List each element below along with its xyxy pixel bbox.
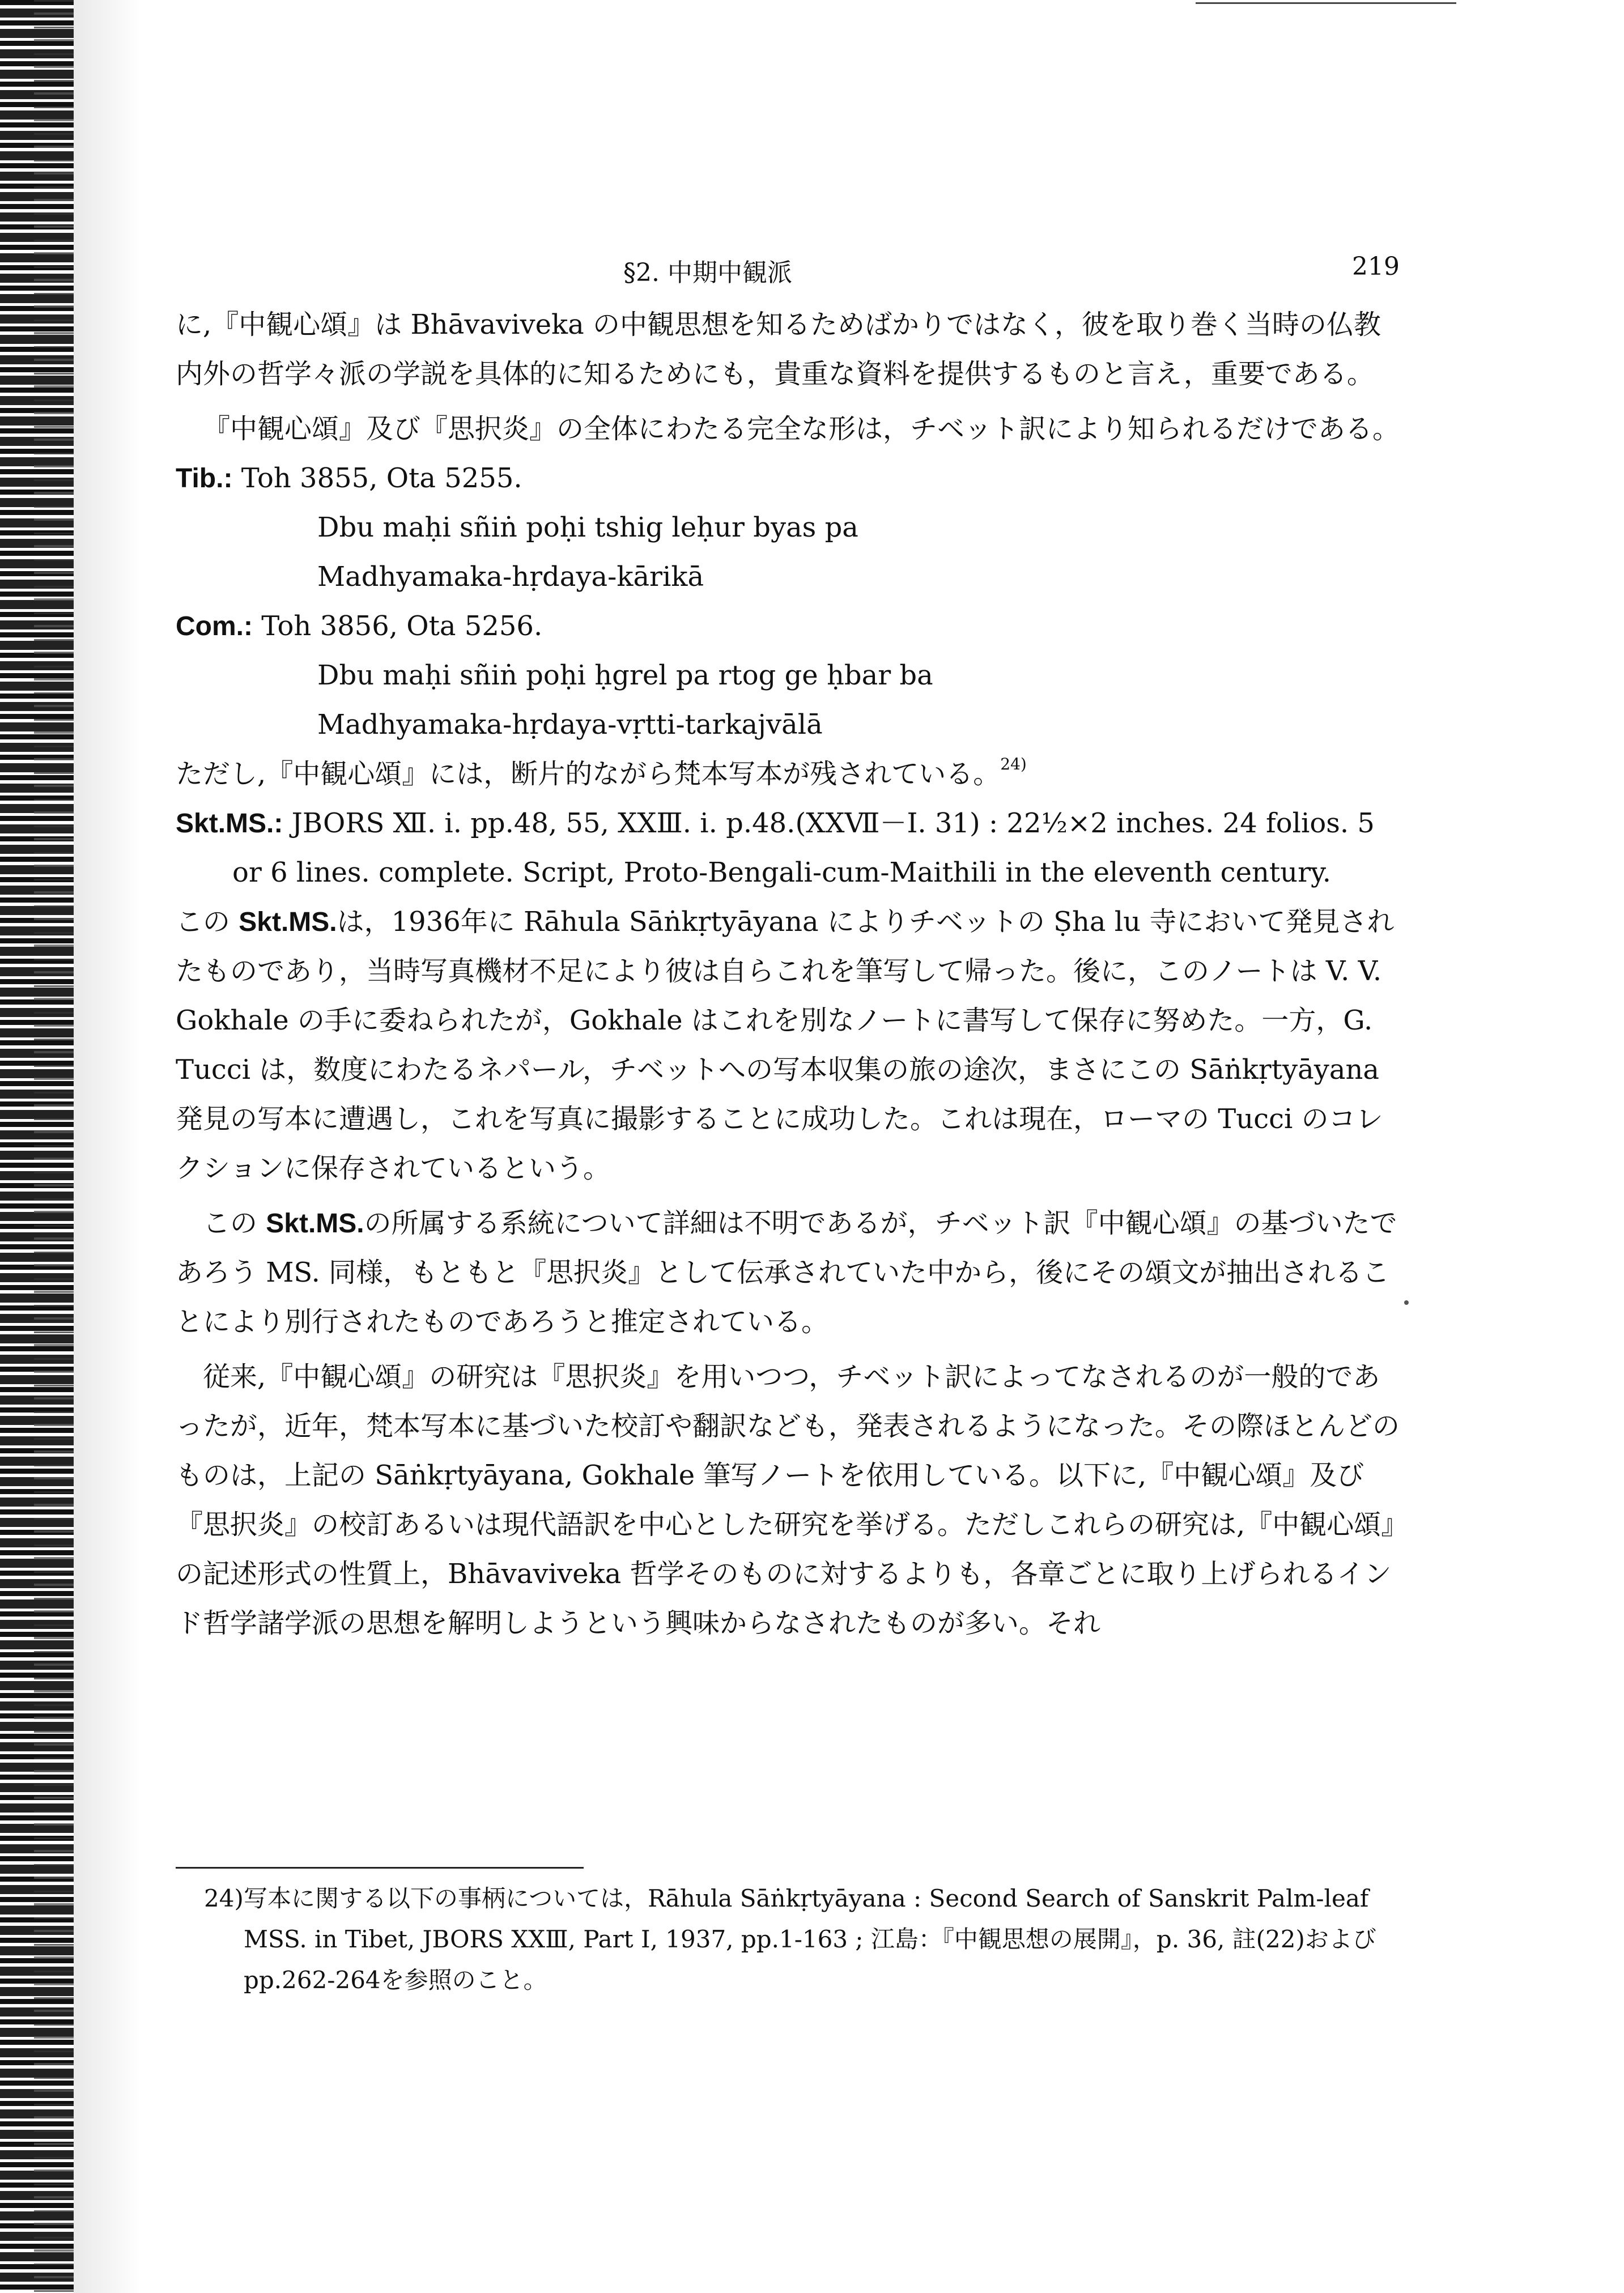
tib-title-sanskrit: Madhyamaka-hṛdaya-kārikā (317, 561, 704, 593)
paragraph-5 (176, 1199, 1400, 1347)
tib-title-tibetan: Dbu maḥi sñiṅ poḥi tshig leḥur byas pa (317, 512, 858, 543)
tib-label: Tib.: (176, 463, 233, 494)
page-gutter-shadow (74, 0, 142, 2293)
scan-top-mark (1196, 2, 1456, 4)
paragraph-4 (176, 897, 1400, 1193)
com-label: Com.: (176, 611, 253, 641)
paragraph-3 (176, 750, 1400, 799)
page-number: 219 (1352, 252, 1400, 281)
tib-ref-text: Toh 3855, Ota 5255. (232, 462, 522, 494)
skt-line-1: JBORS Ⅻ. i. pp.48, 55, XXⅢ. i. p.48.(XXⅦ－Ⅰ. 31) : 22½×2 inches. 24 folios. 5 (283, 807, 1375, 839)
footnote-marker: 24) (1000, 755, 1027, 773)
footnote-number: 24) (204, 1884, 244, 1912)
paragraph-4-text: は，1936年に Rāhula Sāṅkṛtyāyana によりチベットの Ṣha lu 寺において発見されたものであり，当時写真機材不足により彼は自らこれを筆写して帰った。後に，このノートは V. V. Gokhale の手に委ねられたが，Gokhale はこれを別なノートに書写して保存に努めた。一方，G. Tucci は，数度にわたるネパール，チベットへの写本収集の旅の途次，まさにこの Sāṅkṛtyāyana 発見の写本に遭遇し，これを写真に撮影することに成功した。これは現在，ローマの Tucci のコレクションに保存されているという。 (176, 906, 1395, 1184)
page-body (176, 300, 1400, 1648)
skt-line-2: or 6 lines. complete. Script, Proto-Bengali-cum-Maithili in the eleventh century. (232, 857, 1332, 888)
paragraph-3-text: ただし,『中観心頌』には，断片的ながら梵本写本が残されている。 (176, 758, 1001, 790)
footnote-rule (176, 1867, 584, 1869)
com-reference (176, 602, 1400, 651)
com-title-tibetan: Dbu maḥi sñiṅ poḥi ḥgrel pa rtog ge ḥbar ba (317, 660, 933, 691)
running-header (623, 252, 1400, 286)
paragraph-4-bold: Skt.MS. (239, 907, 337, 937)
paragraph-5-text: の所属する系統について詳細は不明であるが，チベット訳『中観心頌』の基づいたであろう MS. 同様，もともと『思択炎』として伝承されていた中から，後にその頌文が抽出されることにより別行されたものであろうと推定されている。 (176, 1207, 1397, 1338)
com-ref-text: Toh 3856, Ota 5256. (252, 610, 543, 642)
tib-reference (176, 454, 1400, 503)
scan-speck (1404, 1300, 1409, 1305)
com-title-sanskrit: Madhyamaka-hṛdaya-vṛtti-tarkajvālā (317, 709, 823, 741)
footnote-24 (204, 1878, 1400, 2001)
paragraph-2: 『中観心頌』及び『思択炎』の全体にわたる完全な形は，チベット訳により知られるだけである。 (203, 413, 1400, 445)
paragraph-5-bold: Skt.MS. (266, 1209, 364, 1239)
footnote-text: 写本に関する以下の事柄については，Rāhula Sāṅkṛtyāyana : Second Search of Sanskrit Palm-leaf MSS. in Tibet, JBORS XXⅢ, Part Ⅰ, 1937, pp.1-163 ; 江島：『中観思想の展開』，p. 36, 註(22)および pp.262-264を参照のこと。 (244, 1884, 1376, 1994)
skt-ms-reference (176, 799, 1400, 848)
skt-label: Skt.MS.: (176, 809, 283, 839)
paragraph-4-lead: この (176, 906, 239, 938)
paragraph-6: 従来,『中観心頌』の研究は『思択炎』を用いつつ，チベット訳によってなされるのが一般的であったが，近年，梵本写本に基づいた校訂や翻訳なども，発表されるようになった。その際ほとんどのものは，上記の Sāṅkṛtyāyana, Gokhale 筆写ノートを依用している。以下に,『中観心頌』及び『思択炎』の校訂あるいは現代語訳を中心とした研究を挙げる。ただしこれらの研究は,『中観心頌』の記述形式の性質上，Bhāvaviveka 哲学そのものに対するよりも，各章ごとに取り上げられるインド哲学諸学派の思想を解明しようという興味からなされたものが多い。それ (176, 1361, 1400, 1639)
paragraph-5-lead: この (203, 1207, 266, 1239)
paragraph-1: に,『中観心頌』は Bhāvaviveka の中観思想を知るためばかりではなく，彼を取り巻く当時の仏教内外の哲学々派の学説を具体的に知るためにも，貴重な資料を提供するものと言え，重要である。 (176, 309, 1381, 390)
section-title: §2. 中期中観派 (623, 258, 792, 287)
